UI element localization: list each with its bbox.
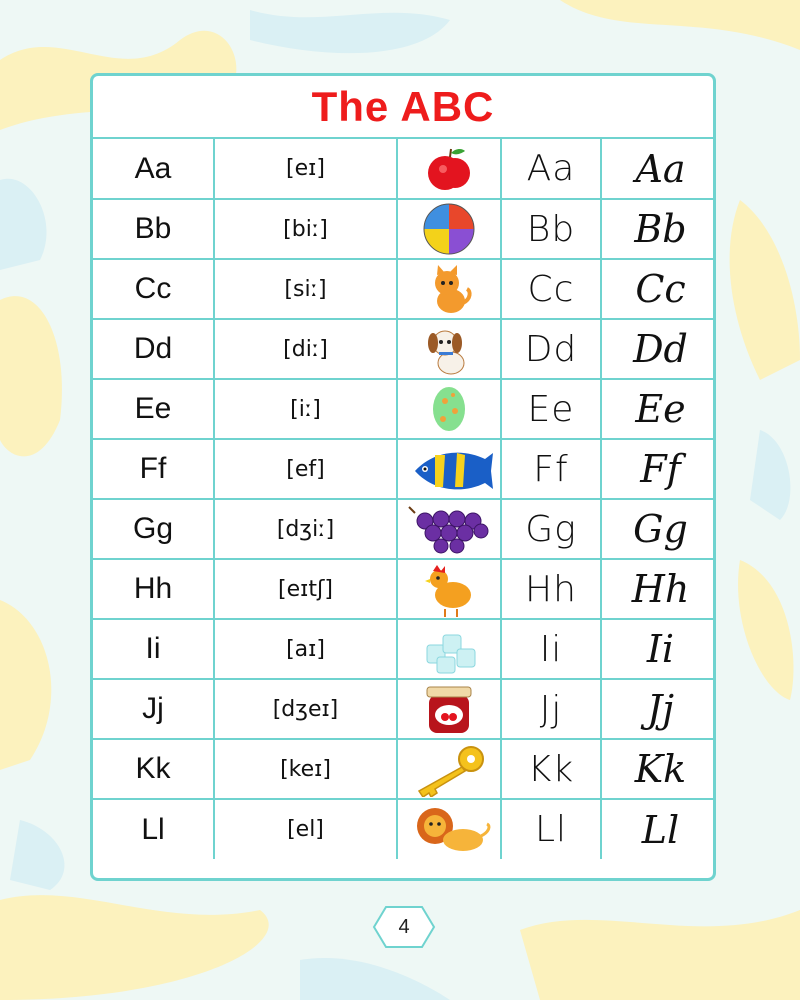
cursive-cell <box>601 439 716 499</box>
table-row <box>93 739 716 799</box>
cursive-letter-text: Ee <box>635 387 686 431</box>
cursive-letter-text: Aa <box>635 146 686 191</box>
letter-cell <box>93 559 214 619</box>
page-number: 4 <box>398 915 410 938</box>
picture-cell <box>397 499 501 559</box>
transcription-text: [el] <box>287 817 324 842</box>
letter-cell <box>93 199 214 259</box>
letter-text: Bb <box>134 212 172 245</box>
letter-cell <box>93 739 214 799</box>
cursive-letter-text: Ll <box>641 807 680 852</box>
cursive-cell <box>601 139 716 199</box>
print-cell <box>501 139 601 199</box>
cursive-cell <box>601 679 716 739</box>
picture-cell <box>397 379 501 439</box>
table-row <box>93 439 716 499</box>
print-cell <box>501 319 601 379</box>
print-letter-text: Ee <box>527 388 575 430</box>
lion-icon <box>405 802 493 858</box>
table-row <box>93 499 716 559</box>
letter-text: Hh <box>133 572 173 605</box>
hen-icon <box>405 561 493 617</box>
alphabet-table <box>93 139 716 859</box>
print-letter-text: Ff <box>533 448 569 490</box>
transcription-text: [diː] <box>283 336 328 362</box>
transcription-text: [iː] <box>290 396 321 422</box>
print-cell <box>501 619 601 679</box>
letter-text: Kk <box>135 752 171 785</box>
cursive-cell <box>601 739 716 799</box>
transcription-text: [eɪtʃ] <box>278 576 333 602</box>
cursive-cell <box>601 319 716 379</box>
cursive-letter-text: Hh <box>631 567 690 611</box>
ice-icon <box>405 621 493 677</box>
ball-icon <box>405 201 493 257</box>
table-row <box>93 319 716 379</box>
transcription-text: [aɪ] <box>286 636 325 662</box>
print-letter-text: Gg <box>525 508 577 550</box>
picture-cell <box>397 199 501 259</box>
print-cell <box>501 439 601 499</box>
table-row <box>93 139 716 199</box>
print-letter-text: Jj <box>539 688 563 730</box>
grapes-icon <box>405 501 493 557</box>
letter-text: Ee <box>134 392 172 425</box>
transcription-cell <box>214 439 397 499</box>
print-letter-text: Aa <box>526 148 576 189</box>
transcription-text: [ef] <box>286 456 325 482</box>
picture-cell <box>397 679 501 739</box>
picture-cell <box>397 619 501 679</box>
letter-text: Jj <box>142 692 164 725</box>
letter-text: Ff <box>139 452 167 485</box>
apple-icon <box>405 141 493 197</box>
table-row <box>93 199 716 259</box>
print-cell <box>501 199 601 259</box>
letter-text: Ii <box>145 632 161 665</box>
transcription-cell <box>214 799 397 859</box>
cursive-letter-text: Ff <box>640 447 681 491</box>
page-title: The ABC <box>311 82 495 130</box>
egg-icon <box>405 381 493 437</box>
cursive-letter-text: Dd <box>633 327 688 371</box>
dog-icon <box>405 321 493 377</box>
print-letter-text: Ii <box>539 628 563 670</box>
print-letter-text: Cc <box>527 268 575 310</box>
letter-cell <box>93 499 214 559</box>
letter-cell <box>93 439 214 499</box>
transcription-text: [biː] <box>283 216 328 242</box>
table-row <box>93 799 716 859</box>
picture-cell <box>397 739 501 799</box>
alphabet-chart <box>90 73 716 881</box>
transcription-text: [dʒeɪ] <box>272 696 339 722</box>
transcription-cell <box>214 199 397 259</box>
picture-cell <box>397 139 501 199</box>
letter-cell <box>93 799 214 859</box>
letter-text: Gg <box>132 512 174 545</box>
letter-cell <box>93 619 214 679</box>
cursive-cell <box>601 559 716 619</box>
print-cell <box>501 559 601 619</box>
letter-text: Ll <box>141 812 165 846</box>
picture-cell <box>397 319 501 379</box>
transcription-cell <box>214 619 397 679</box>
table-row <box>93 259 716 319</box>
print-cell <box>501 379 601 439</box>
letter-cell <box>93 139 214 199</box>
cursive-letter-text: Bb <box>634 207 687 251</box>
cursive-letter-text: Cc <box>635 267 686 311</box>
picture-cell <box>397 439 501 499</box>
page-number-badge <box>372 905 436 949</box>
transcription-cell <box>214 259 397 319</box>
transcription-cell <box>214 679 397 739</box>
table-row <box>93 559 716 619</box>
letter-cell <box>93 679 214 739</box>
transcription-cell <box>214 379 397 439</box>
letter-text: Cc <box>134 272 172 305</box>
print-letter-text: Kk <box>527 748 575 790</box>
letter-cell <box>93 259 214 319</box>
cursive-cell <box>601 799 716 859</box>
print-letter-text: Bb <box>526 208 576 250</box>
transcription-cell <box>214 739 397 799</box>
picture-cell <box>397 799 501 859</box>
cat-icon <box>405 261 493 317</box>
picture-cell <box>397 259 501 319</box>
transcription-text: [dʒiː] <box>276 516 335 542</box>
cursive-cell <box>601 379 716 439</box>
print-cell <box>501 499 601 559</box>
fish-icon <box>405 441 493 497</box>
print-letter-text: Dd <box>524 328 578 370</box>
cursive-letter-text: Kk <box>634 747 687 791</box>
transcription-cell <box>214 559 397 619</box>
print-cell <box>501 259 601 319</box>
title-row <box>93 76 713 139</box>
table-row <box>93 619 716 679</box>
table-row <box>93 679 716 739</box>
transcription-text: [eɪ] <box>286 156 325 181</box>
letter-text: Aa <box>134 151 172 185</box>
transcription-cell <box>214 139 397 199</box>
picture-cell <box>397 559 501 619</box>
cursive-cell <box>601 499 716 559</box>
transcription-cell <box>214 499 397 559</box>
cursive-letter-text: Ii <box>646 627 675 671</box>
print-cell <box>501 799 601 859</box>
print-letter-text: Hh <box>525 568 577 610</box>
cursive-letter-text: Gg <box>633 507 688 551</box>
table-row <box>93 379 716 439</box>
transcription-text: [siː] <box>284 276 327 302</box>
letter-text: Dd <box>133 332 173 365</box>
cursive-cell <box>601 199 716 259</box>
transcription-text: [keɪ] <box>280 756 331 782</box>
letter-cell <box>93 379 214 439</box>
letter-cell <box>93 319 214 379</box>
print-cell <box>501 679 601 739</box>
transcription-cell <box>214 319 397 379</box>
print-letter-text: Ll <box>534 809 568 850</box>
print-cell <box>501 739 601 799</box>
jam-icon <box>405 681 493 737</box>
cursive-cell <box>601 619 716 679</box>
key-icon <box>405 741 493 797</box>
cursive-letter-text: Jj <box>646 687 674 731</box>
cursive-cell <box>601 259 716 319</box>
